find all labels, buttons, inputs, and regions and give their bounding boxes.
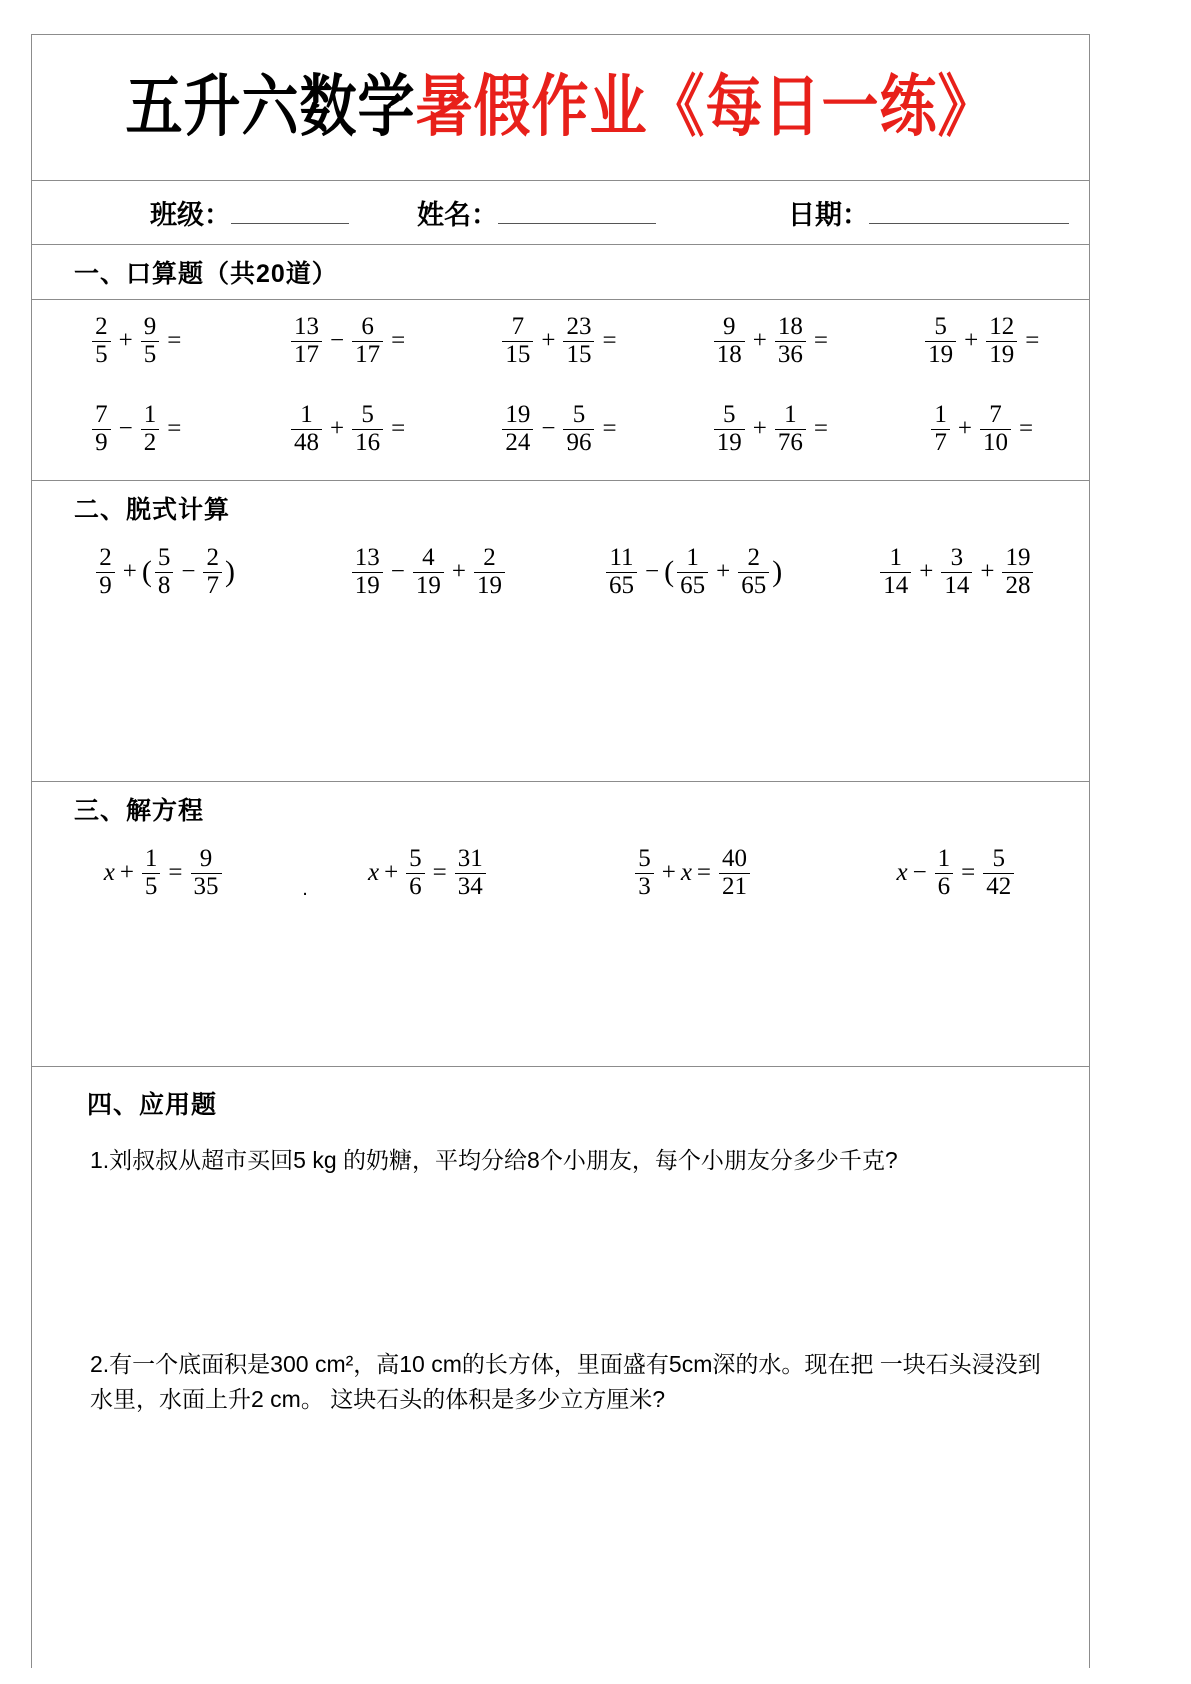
fraction-denominator: 15 <box>563 341 594 368</box>
tuoshi-expression <box>349 545 508 599</box>
equation-expression <box>632 846 753 900</box>
fraction <box>925 314 956 368</box>
fraction-denominator: 65 <box>677 572 708 599</box>
name-field[interactable] <box>417 193 656 232</box>
fraction-numerator: 18 <box>777 313 803 340</box>
fraction <box>142 846 161 900</box>
date-field[interactable] <box>788 193 1069 232</box>
fraction-denominator: 17 <box>352 341 383 368</box>
fraction-numerator: 1 <box>144 845 158 872</box>
fraction <box>563 402 594 456</box>
fraction-denominator: 65 <box>738 572 769 599</box>
fraction-denominator: 3 <box>635 873 654 900</box>
fraction-denominator: 42 <box>983 873 1014 900</box>
fraction-denominator: 48 <box>291 429 322 456</box>
fraction-denominator: 14 <box>880 572 911 599</box>
fraction-numerator: 13 <box>293 313 319 340</box>
oral-expression <box>922 314 1044 368</box>
fraction-numerator: 1 <box>889 544 903 571</box>
operator: + <box>451 558 466 585</box>
fraction-denominator: 19 <box>413 572 444 599</box>
fraction-numerator: 9 <box>143 313 157 340</box>
student-info-row <box>32 181 1089 245</box>
fraction-denominator: 5 <box>141 341 160 368</box>
fraction <box>455 846 486 900</box>
oral-problem-item <box>243 402 454 464</box>
fraction-denominator: 9 <box>92 429 111 456</box>
equation-problem-item <box>296 846 560 900</box>
oral-expression <box>499 402 621 456</box>
fraction <box>775 314 806 368</box>
operator: + <box>541 327 556 354</box>
equals-sign: = <box>167 327 182 354</box>
equals-sign: = <box>391 327 406 354</box>
fraction-denominator: 10 <box>980 429 1011 456</box>
fraction-numerator: 9 <box>723 313 736 340</box>
fraction <box>635 846 654 900</box>
operator: + <box>957 415 973 442</box>
fraction-denominator: 19 <box>986 341 1017 368</box>
fraction <box>775 402 806 456</box>
fraction <box>502 314 533 368</box>
fraction <box>352 314 383 368</box>
operator: − <box>329 327 345 354</box>
date-blank-line[interactable] <box>869 223 1069 224</box>
fraction-numerator: 31 <box>457 845 483 872</box>
operator: + <box>752 415 767 442</box>
oral-expression <box>711 402 833 456</box>
fraction-denominator: 14 <box>941 572 972 599</box>
fraction-denominator: 15 <box>502 341 533 368</box>
section-apply <box>32 1067 1089 1668</box>
fraction <box>935 846 954 900</box>
equation-expression <box>104 846 225 900</box>
operator: + <box>964 327 979 354</box>
fraction <box>1002 545 1033 599</box>
fraction-numerator: 7 <box>511 313 525 340</box>
fraction <box>141 314 160 368</box>
fraction-denominator: 19 <box>714 429 745 456</box>
fraction-numerator: 1 <box>143 401 157 428</box>
fraction-denominator: 18 <box>714 341 745 368</box>
operator: − <box>181 558 196 585</box>
operator: = <box>432 859 447 886</box>
fraction-numerator: 7 <box>95 401 108 428</box>
fraction-denominator: 9 <box>96 572 115 599</box>
variable: x <box>680 859 692 886</box>
equation-problem-item <box>32 846 296 900</box>
fraction <box>291 402 322 456</box>
date-label: 日期： <box>788 200 869 230</box>
fraction-denominator: 7 <box>931 429 950 456</box>
fraction-numerator: 3 <box>950 544 964 571</box>
oral-expression <box>288 402 410 456</box>
oral-problem-item <box>243 314 454 376</box>
fraction-numerator: 2 <box>483 544 496 571</box>
equals-sign: = <box>602 327 617 354</box>
fraction-numerator: 2 <box>206 544 219 571</box>
tuoshi-expression <box>93 545 235 599</box>
section-heading-tuoshi: 二、脱式计算 <box>74 496 231 524</box>
fraction-numerator: 40 <box>722 845 748 872</box>
fraction <box>563 314 594 368</box>
equation-expression <box>368 846 489 900</box>
name-label: 姓名： <box>417 200 498 230</box>
fraction-numerator: 6 <box>361 313 374 340</box>
fraction-denominator: 7 <box>203 572 222 599</box>
fraction-denominator: 8 <box>155 572 174 599</box>
word-problem-2: 2.有一个底面积是300 cm²，高10 cm的长方体，里面盛有5cm深的水。现在把 一块石头浸没到水里，水面上升2 cm。 这块石头的体积是多少立方厘米? <box>90 1350 1041 1413</box>
fraction-numerator: 19 <box>505 401 531 428</box>
tuoshi-problem-item <box>32 545 296 599</box>
name-blank-line[interactable] <box>498 223 656 224</box>
fraction-denominator: 36 <box>775 341 806 368</box>
tuoshi-problem-item <box>825 545 1089 599</box>
operator: − <box>541 415 556 442</box>
fraction <box>155 545 174 599</box>
fraction <box>92 402 111 456</box>
fraction-numerator: 5 <box>361 401 374 428</box>
fraction-numerator: 2 <box>95 313 108 340</box>
operator: + <box>752 327 767 354</box>
fraction <box>203 545 222 599</box>
operator: + <box>122 558 137 585</box>
operator: − <box>645 558 660 585</box>
title-black-part: 五升六数学 <box>125 69 416 145</box>
section-heading-apply: 四、应用题 <box>87 1091 218 1119</box>
class-field[interactable] <box>150 193 349 232</box>
operator: + <box>119 859 134 886</box>
fraction-numerator: 5 <box>638 845 651 872</box>
fraction <box>714 402 745 456</box>
fraction <box>352 402 383 456</box>
fraction-numerator: 5 <box>723 401 736 428</box>
fraction <box>983 846 1014 900</box>
fraction-numerator: 12 <box>989 313 1015 340</box>
title-red-part: 暑假作业《每日一练》 <box>415 69 996 145</box>
equation-problem-item <box>825 846 1089 900</box>
operator: = <box>168 859 183 886</box>
fraction <box>406 846 425 900</box>
fraction-denominator: 28 <box>1002 572 1033 599</box>
equals-sign: = <box>167 415 182 442</box>
operator: − <box>390 558 405 585</box>
oral-expression <box>499 314 621 368</box>
oral-problem-item <box>32 402 243 464</box>
fraction-numerator: 19 <box>1005 544 1031 571</box>
fraction-numerator: 1 <box>937 845 951 872</box>
fraction-denominator: 24 <box>502 429 533 456</box>
equation-expression <box>896 846 1017 900</box>
tuoshi-expression <box>603 545 782 599</box>
fraction-numerator: 1 <box>784 401 797 428</box>
operator: + <box>329 415 345 442</box>
fraction-denominator: 19 <box>925 341 956 368</box>
fraction <box>141 402 160 456</box>
fraction-denominator: 76 <box>775 429 806 456</box>
stray-dot-mark: . <box>302 878 308 900</box>
operator: + <box>716 558 731 585</box>
fraction-denominator: 96 <box>563 429 594 456</box>
tuoshi-problem-grid <box>32 545 1089 599</box>
section-tuoshi <box>32 535 1089 782</box>
answer-space <box>32 1418 1089 1668</box>
variable: x <box>367 859 380 886</box>
operator: + <box>980 558 995 585</box>
equals-sign: = <box>602 415 617 442</box>
tuoshi-problem-item <box>296 545 560 599</box>
section-heading-oral: 一、口算题（共20道） <box>32 245 1089 300</box>
fraction-denominator: 17 <box>291 341 322 368</box>
fraction <box>986 314 1017 368</box>
operator: − <box>912 859 927 886</box>
oral-problem-grid <box>32 314 1089 464</box>
fraction <box>880 545 911 599</box>
fraction-numerator: 5 <box>992 845 1006 872</box>
operator: + <box>919 558 934 585</box>
operator: = <box>961 859 976 886</box>
oral-problem-item <box>666 402 877 464</box>
fraction-numerator: 1 <box>934 401 947 428</box>
equation-problem-item <box>561 846 825 900</box>
parenthesis: ) <box>224 555 235 588</box>
fraction-denominator: 34 <box>455 873 486 900</box>
fraction-numerator: 11 <box>609 544 634 571</box>
equals-sign: = <box>1019 415 1034 442</box>
variable: x <box>896 859 908 886</box>
oral-problem-item <box>666 314 877 376</box>
fraction <box>92 314 111 368</box>
operator: − <box>118 415 133 442</box>
word-problem-1: 1.刘叔叔从超市买回5 kg 的奶糖，平均分给8个小朋友，每个小朋友分多少千克? <box>90 1147 898 1173</box>
fraction-numerator: 5 <box>157 544 171 571</box>
operator: + <box>384 859 399 886</box>
oral-expression <box>711 314 833 368</box>
oral-expression <box>928 402 1038 456</box>
fraction <box>291 314 322 368</box>
fraction <box>606 545 637 599</box>
fraction-numerator: 2 <box>747 544 760 571</box>
operator: = <box>696 859 712 886</box>
fraction <box>96 545 115 599</box>
equation-problem-grid <box>32 846 1089 900</box>
fraction-denominator: 35 <box>191 873 222 900</box>
operator: + <box>661 859 676 886</box>
worksheet-sheet <box>31 34 1090 1668</box>
equals-sign: = <box>391 415 406 442</box>
fraction-numerator: 5 <box>934 313 947 340</box>
parenthesis: ( <box>141 555 152 588</box>
fraction-denominator: 6 <box>406 873 425 900</box>
equals-sign: = <box>1025 327 1040 354</box>
fraction <box>738 545 769 599</box>
parenthesis: ) <box>772 555 783 588</box>
fraction <box>941 545 972 599</box>
fraction-denominator: 16 <box>352 429 383 456</box>
fraction-denominator: 19 <box>474 572 505 599</box>
oral-problem-item <box>455 402 666 464</box>
fraction-numerator: 1 <box>686 544 699 571</box>
fraction-denominator: 2 <box>141 429 160 456</box>
fraction-denominator: 6 <box>935 873 954 900</box>
fraction <box>191 846 222 900</box>
fraction-denominator: 19 <box>352 572 383 599</box>
title-row <box>32 35 1089 181</box>
section-equation <box>32 836 1089 1067</box>
fraction <box>931 402 950 456</box>
fraction-numerator: 2 <box>99 544 112 571</box>
fraction-numerator: 5 <box>409 845 422 872</box>
fraction-denominator: 5 <box>92 341 111 368</box>
fraction <box>352 545 383 599</box>
fraction <box>413 545 444 599</box>
section-heading-equation: 三、解方程 <box>74 797 205 825</box>
tuoshi-expression <box>877 545 1036 599</box>
fraction-numerator: 5 <box>572 401 586 428</box>
fraction-denominator: 65 <box>606 572 637 599</box>
fraction <box>714 314 745 368</box>
equals-sign: = <box>813 415 828 442</box>
equals-sign: = <box>813 327 828 354</box>
oral-problem-item <box>32 314 243 376</box>
page-title <box>125 69 996 145</box>
fraction-numerator: 1 <box>300 401 313 428</box>
fraction-numerator: 9 <box>199 845 213 872</box>
variable: x <box>103 859 115 886</box>
oral-problem-item <box>878 402 1089 464</box>
fraction-numerator: 7 <box>989 401 1002 428</box>
oral-expression <box>89 314 186 368</box>
oral-expression <box>89 402 186 456</box>
oral-problem-item <box>878 314 1089 376</box>
fraction-numerator: 13 <box>354 544 380 571</box>
fraction <box>474 545 505 599</box>
oral-problem-item <box>455 314 666 376</box>
fraction <box>980 402 1011 456</box>
fraction <box>719 846 750 900</box>
fraction-numerator: 23 <box>566 313 592 340</box>
section-oral <box>32 300 1089 481</box>
parenthesis: ( <box>664 555 675 588</box>
class-label: 班级： <box>150 200 231 230</box>
tuoshi-problem-item <box>561 545 825 599</box>
fraction <box>677 545 708 599</box>
operator: + <box>118 327 133 354</box>
fraction-numerator: 4 <box>422 544 435 571</box>
fraction-denominator: 5 <box>142 873 161 900</box>
fraction <box>502 402 533 456</box>
fraction-denominator: 21 <box>719 873 750 900</box>
oral-expression <box>288 314 410 368</box>
class-blank-line[interactable] <box>231 223 349 224</box>
